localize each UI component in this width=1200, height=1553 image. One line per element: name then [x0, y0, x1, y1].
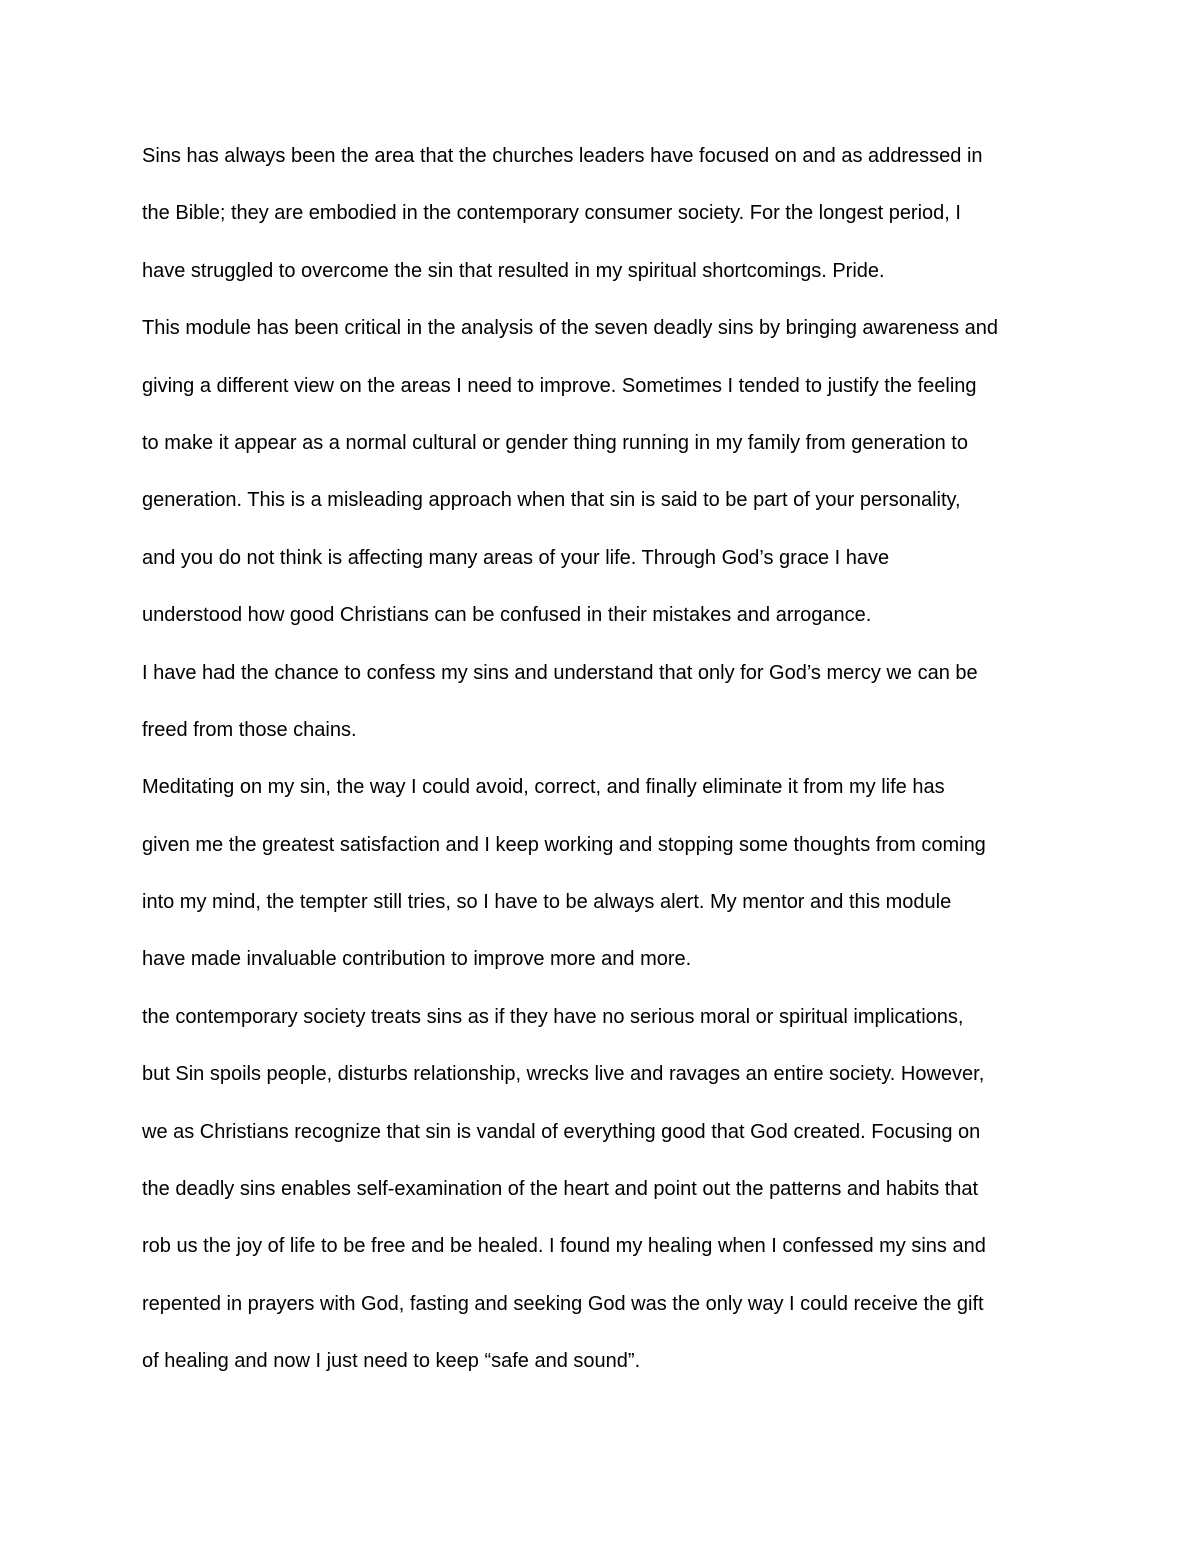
text-line: giving a different view on the areas I need to improve. Sometimes I tended to justify the feeling — [142, 374, 977, 397]
text-line: I have had the chance to confess my sins and understand that only for God’s mercy we can be — [142, 661, 978, 684]
text-line: the Bible; they are embodied in the contemporary consumer society. For the longest period, I — [142, 202, 961, 225]
text-line: but Sin spoils people, disturbs relationship, wrecks live and ravages an entire society. However, — [142, 1063, 985, 1086]
text-line: the contemporary society treats sins as if they have no serious moral or spiritual implications, — [142, 1005, 964, 1028]
text-line: given me the greatest satisfaction and I keep working and stopping some thoughts from coming — [142, 833, 986, 856]
text-line: generation. This is a misleading approach when that sin is said to be part of your personality, — [142, 489, 961, 512]
text-line: and you do not think is affecting many areas of your life. Through God’s grace I have — [142, 546, 890, 569]
text-line: Meditating on my sin, the way I could avoid, correct, and finally eliminate it from my life has — [142, 776, 945, 799]
text-line: of healing and now I just need to keep “safe and sound”. — [142, 1350, 641, 1373]
text-line: have struggled to overcome the sin that resulted in my spiritual shortcomings. Pride. — [142, 259, 885, 282]
text-line: repented in prayers with God, fasting and seeking God was the only way I could receive the gift — [142, 1292, 984, 1315]
text-line: into my mind, the tempter still tries, so I have to be always alert. My mentor and this module — [142, 891, 952, 914]
document-body — [142, 136, 1072, 1399]
text-line: we as Christians recognize that sin is vandal of everything good that God created. Focusing on — [142, 1120, 981, 1143]
text-line: freed from those chains. — [142, 718, 357, 741]
text-line: the deadly sins enables self-examination of the heart and point out the patterns and habits that — [142, 1178, 979, 1201]
text-line: understood how good Christians can be confused in their mistakes and arrogance. — [142, 604, 872, 627]
text-line: rob us the joy of life to be free and be healed. I found my healing when I confessed my sins and — [142, 1235, 986, 1258]
text-line: This module has been critical in the analysis of the seven deadly sins by bringing awareness and — [142, 317, 999, 340]
text-line: Sins has always been the area that the churches leaders have focused on and as addressed in — [142, 145, 983, 167]
text-line: to make it appear as a normal cultural or gender thing running in my family from generation to — [142, 431, 968, 454]
text-line: have made invaluable contribution to improve more and more. — [142, 948, 692, 971]
